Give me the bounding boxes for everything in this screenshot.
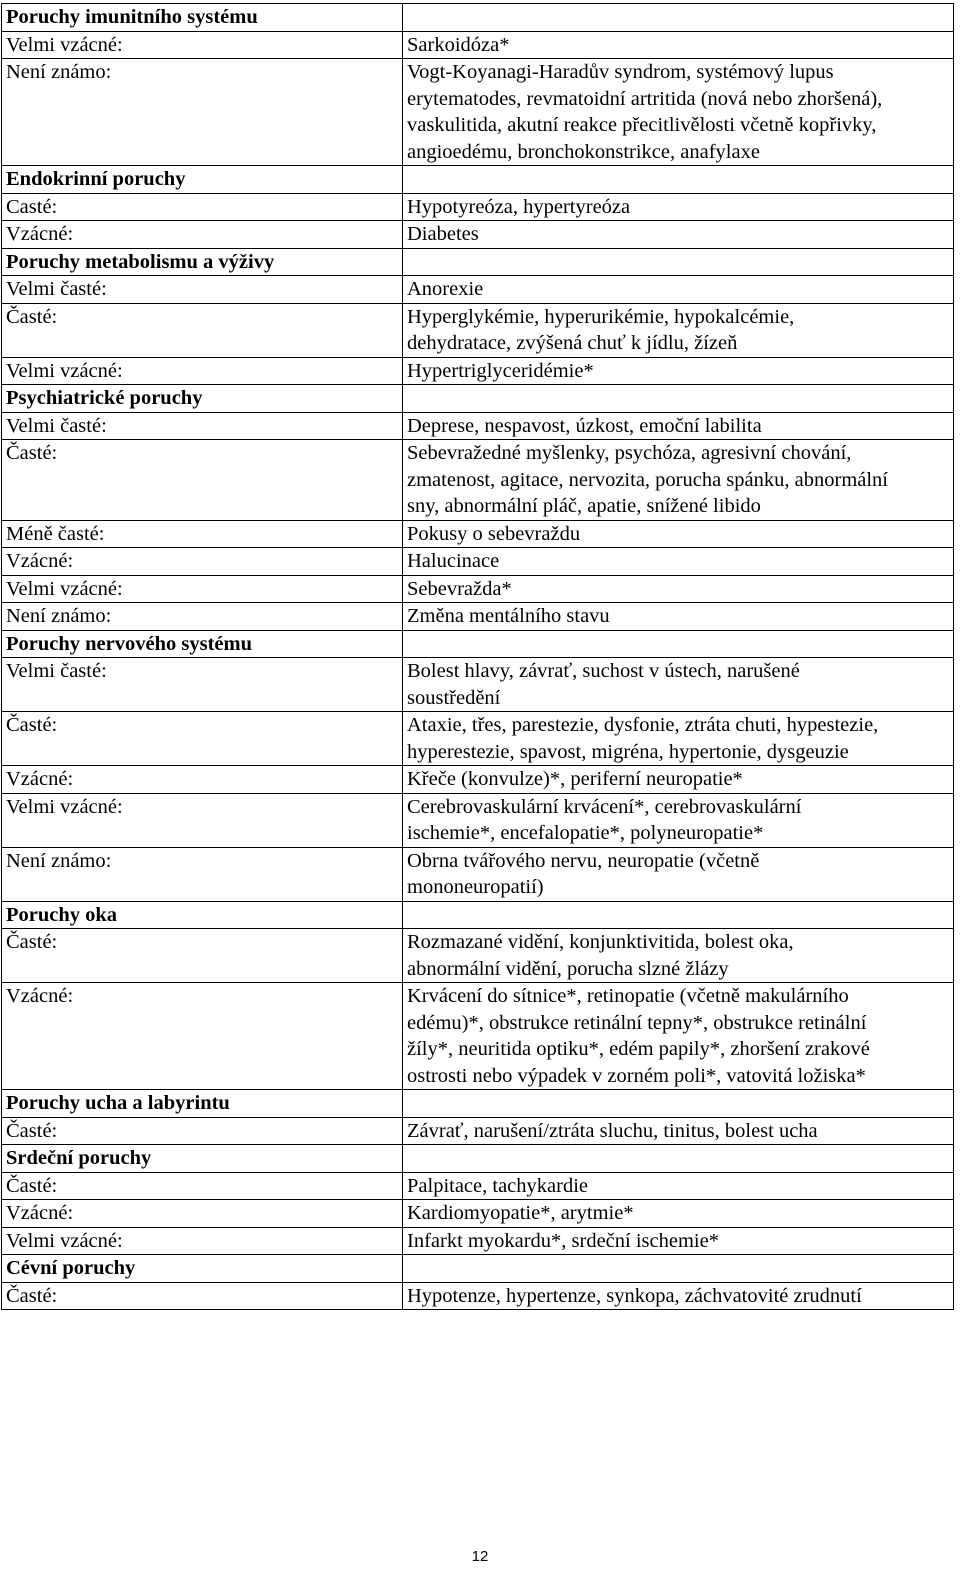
- frequency-cell: Velmi vzácné:: [2, 793, 403, 847]
- frequency-cell: Časté:: [2, 929, 403, 983]
- effects-line: Sebevražda*: [407, 577, 512, 600]
- table-row: [2, 983, 954, 1090]
- frequency-cell: Velmi časté:: [2, 412, 403, 440]
- section-title: Cévní poruchy: [2, 1255, 403, 1283]
- frequency-cell: Časté:: [2, 1117, 403, 1145]
- table-row: [2, 303, 954, 357]
- effects-line: Deprese, nespavost, úzkost, emoční labilita: [407, 414, 762, 437]
- effects-line: dehydratace, zvýšená chuť k jídlu, žízeň: [407, 332, 738, 354]
- section-blank-cell: [403, 901, 954, 929]
- frequency-cell: Vzácné:: [2, 221, 403, 249]
- effects-line: Pokusy o sebevraždu: [407, 522, 581, 545]
- frequency-cell: Časté:: [2, 303, 403, 357]
- effects-line: Rozmazané vidění, konjunktivitida, bolest oka,: [407, 931, 794, 953]
- effects-line: Vogt-Koyanagi-Haradův syndrom, systémový lupus: [407, 61, 834, 83]
- effects-line: ischemie*, encefalopatie*, polyneuropatie*: [407, 822, 764, 844]
- table-row: [2, 658, 954, 712]
- table-row: [2, 440, 954, 521]
- section-title: Poruchy nervového systému: [2, 630, 403, 658]
- effects-cell: [403, 1282, 954, 1310]
- section-header-row: [2, 901, 954, 929]
- frequency-cell: Není známo:: [2, 603, 403, 631]
- table-row: [2, 1172, 954, 1200]
- table-row: [2, 548, 954, 576]
- effects-cell: [403, 658, 954, 712]
- section-title: Srdeční poruchy: [2, 1145, 403, 1173]
- effects-cell: [403, 712, 954, 766]
- effects-cell: [403, 31, 954, 59]
- effects-line: Ataxie, třes, parestezie, dysfonie, ztráta chuti, hypestezie,: [407, 714, 879, 736]
- effects-line: Infarkt myokardu*, srdeční ischemie*: [407, 1229, 719, 1252]
- effects-cell: [403, 1200, 954, 1228]
- effects-line: edému)*, obstrukce retinální tepny*, obstrukce retinální: [407, 1011, 867, 1034]
- table-row: [2, 1117, 954, 1145]
- table-row: [2, 712, 954, 766]
- page-number: 12: [471, 1548, 489, 1565]
- section-blank-cell: [403, 1255, 954, 1283]
- effects-line: Hypotyreóza, hypertyreóza: [407, 195, 631, 218]
- frequency-cell: Není známo:: [2, 847, 403, 901]
- section-title: Poruchy oka: [2, 901, 403, 929]
- effects-line: mononeuropatií): [407, 876, 544, 898]
- table-row: [2, 1282, 954, 1310]
- frequency-cell: Časté:: [2, 1172, 403, 1200]
- frequency-cell: Časté:: [2, 1282, 403, 1310]
- table-row: [2, 766, 954, 794]
- effects-cell: [403, 847, 954, 901]
- effects-cell: [403, 548, 954, 576]
- effects-cell: [403, 1172, 954, 1200]
- effects-cell: [403, 929, 954, 983]
- table-row: [2, 847, 954, 901]
- section-header-row: [2, 1145, 954, 1173]
- effects-line: Obrna tvářového nervu, neuropatie (včetně: [407, 849, 760, 872]
- frequency-cell: Velmi časté:: [2, 276, 403, 304]
- table-row: [2, 412, 954, 440]
- effects-line: Změna mentálního stavu: [407, 605, 610, 627]
- effects-line: abnormální vidění, porucha slzné žlázy: [407, 957, 729, 980]
- section-title: Endokrinní poruchy: [2, 166, 403, 194]
- effects-cell: [403, 520, 954, 548]
- effects-line: Sebevražedné myšlenky, psychóza, agresivní chování,: [407, 442, 852, 464]
- section-blank-cell: [403, 385, 954, 413]
- section-header-row: [2, 4, 954, 32]
- table-row: [2, 59, 954, 166]
- table-row: [2, 603, 954, 631]
- frequency-cell: Vzácné:: [2, 1200, 403, 1228]
- effects-line: Bolest hlavy, závrať, suchost v ústech, narušené: [407, 660, 800, 682]
- effects-line: erytematodes, revmatoidní artritida (nová nebo zhoršená),: [407, 87, 883, 110]
- frequency-cell: Vzácné:: [2, 983, 403, 1090]
- frequency-cell: Velmi vzácné:: [2, 31, 403, 59]
- effects-cell: [403, 303, 954, 357]
- effects-cell: [403, 575, 954, 603]
- effects-line: Sarkoidóza*: [407, 33, 510, 56]
- frequency-cell: Velmi vzácné:: [2, 1227, 403, 1255]
- section-blank-cell: [403, 248, 954, 276]
- frequency-cell: Není známo:: [2, 59, 403, 166]
- effects-line: soustředění: [407, 686, 501, 709]
- section-header-row: [2, 248, 954, 276]
- adverse-effects-table: [1, 3, 954, 1310]
- effects-line: Palpitace, tachykardie: [407, 1174, 588, 1197]
- effects-cell: [403, 983, 954, 1090]
- effects-line: Hypertriglyceridémie*: [407, 359, 594, 382]
- effects-cell: [403, 440, 954, 521]
- table-row: [2, 31, 954, 59]
- section-header-row: [2, 1090, 954, 1118]
- table-row: [2, 276, 954, 304]
- effects-cell: [403, 412, 954, 440]
- table-row: [2, 793, 954, 847]
- effects-cell: [403, 793, 954, 847]
- effects-line: Hypotenze, hypertenze, synkopa, záchvatovité zrudnutí: [407, 1284, 862, 1307]
- section-header-row: [2, 1255, 954, 1283]
- section-blank-cell: [403, 4, 954, 32]
- effects-cell: [403, 357, 954, 385]
- effects-cell: [403, 766, 954, 794]
- effects-line: Křeče (konvulze)*, periferní neuropatie*: [407, 768, 743, 790]
- table-row: [2, 575, 954, 603]
- section-title: Psychiatrické poruchy: [2, 385, 403, 413]
- table-row: [2, 193, 954, 221]
- effects-line: zmatenost, agitace, nervozita, porucha spánku, abnormální: [407, 468, 888, 491]
- effects-line: Závrať, narušení/ztráta sluchu, tinitus, bolest ucha: [407, 1119, 818, 1142]
- frequency-cell: Vzácné:: [2, 766, 403, 794]
- section-title: Poruchy ucha a labyrintu: [2, 1090, 403, 1118]
- section-blank-cell: [403, 1145, 954, 1173]
- frequency-cell: Velmi vzácné:: [2, 575, 403, 603]
- table-body: [2, 4, 954, 1310]
- effects-line: Kardiomyopatie*, arytmie*: [407, 1202, 634, 1224]
- effects-line: žíly*, neuritida optiku*, edém papily*, zhoršení zrakové: [407, 1038, 870, 1060]
- table-row: [2, 357, 954, 385]
- section-header-row: [2, 385, 954, 413]
- effects-cell: [403, 1117, 954, 1145]
- effects-line: Halucinace: [407, 550, 500, 572]
- effects-line: sny, abnormální pláč, apatie, snížené libido: [407, 495, 761, 517]
- effects-cell: [403, 276, 954, 304]
- section-blank-cell: [403, 166, 954, 194]
- effects-line: Diabetes: [407, 223, 479, 245]
- effects-line: Hyperglykémie, hyperurikémie, hypokalcémie,: [407, 305, 795, 328]
- effects-line: Anorexie: [407, 278, 484, 300]
- frequency-cell: Časté:: [2, 440, 403, 521]
- effects-line: hyperestezie, spavost, migréna, hypertonie, dysgeuzie: [407, 740, 849, 763]
- table-row: [2, 1227, 954, 1255]
- section-header-row: [2, 630, 954, 658]
- section-blank-cell: [403, 630, 954, 658]
- section-blank-cell: [403, 1090, 954, 1118]
- effects-cell: [403, 59, 954, 166]
- section-header-row: [2, 166, 954, 194]
- table-row: [2, 929, 954, 983]
- effects-cell: [403, 193, 954, 221]
- table-row: [2, 221, 954, 249]
- effects-line: vaskulitida, akutní reakce přecitlivělosti včetně kopřivky,: [407, 114, 877, 136]
- effects-cell: [403, 1227, 954, 1255]
- frequency-cell: Velmi časté:: [2, 658, 403, 712]
- frequency-cell: Casté:: [2, 193, 403, 221]
- section-title: Poruchy imunitního systému: [2, 4, 403, 32]
- section-title: Poruchy metabolismu a výživy: [2, 248, 403, 276]
- frequency-cell: Velmi vzácné:: [2, 357, 403, 385]
- effects-line: Cerebrovaskulární krvácení*, cerebrovaskulární: [407, 795, 802, 818]
- effects-line: Krvácení do sítnice*, retinopatie (včetně makulárního: [407, 985, 849, 1007]
- table-row: [2, 1200, 954, 1228]
- effects-cell: [403, 221, 954, 249]
- frequency-cell: Časté:: [2, 712, 403, 766]
- effects-line: angioedému, bronchokonstrikce, anafylaxe: [407, 140, 760, 163]
- frequency-cell: Méně časté:: [2, 520, 403, 548]
- effects-line: ostrosti nebo výpadek v zorném poli*, vatovitá ložiska*: [407, 1064, 866, 1087]
- effects-cell: [403, 603, 954, 631]
- frequency-cell: Vzácné:: [2, 548, 403, 576]
- table-row: [2, 520, 954, 548]
